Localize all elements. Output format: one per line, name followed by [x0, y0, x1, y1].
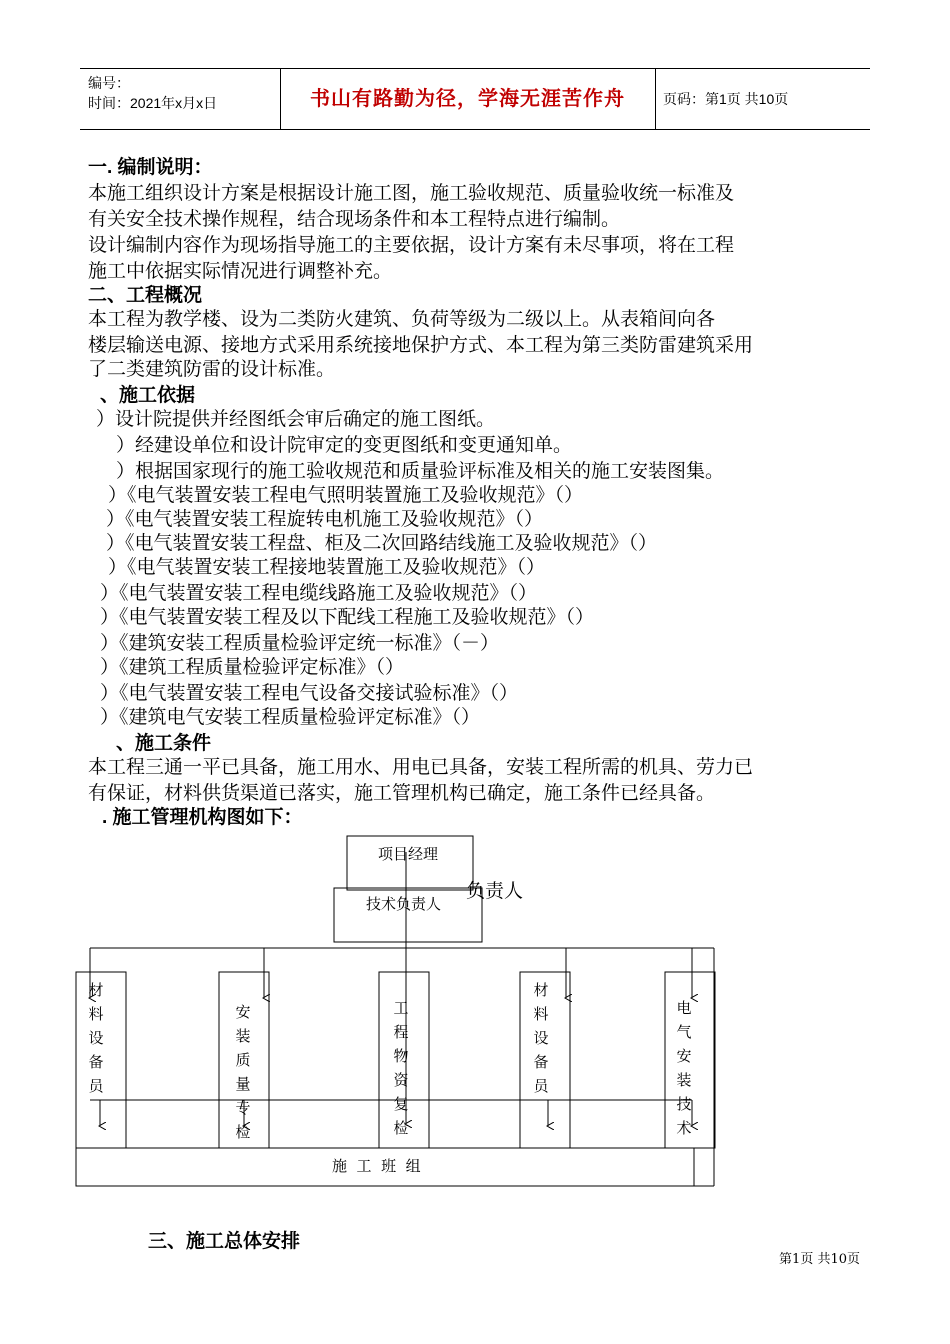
- basis-item: ）《电气装置安装工程接地装置施工及验收规范》（）: [108, 556, 546, 578]
- basis-item: ）《电气装置安装工程电缆线路施工及验收规范》（）: [100, 582, 538, 604]
- paragraph-line: 楼层输送电源、接地方式采用系统接地保护方式、本工程为第三类防雷建筑采用: [88, 334, 754, 356]
- section-title: 二、工程概况: [88, 285, 203, 306]
- header-divider: [655, 69, 656, 129]
- paragraph-line: 本工程为教学楼、设为二类防火建筑、负荷等级为二级以上。从表箱间向各: [88, 308, 716, 330]
- doc-number: 编号：: [88, 75, 130, 91]
- basis-item: ）经建设单位和设计院审定的变更图纸和变更通知单。: [116, 434, 573, 456]
- org-bottom-label: 施 工 班 组: [332, 1157, 421, 1175]
- basis-item: ）《建筑安装工程质量检验评定统一标准》（－）: [100, 632, 500, 654]
- section-title: 三、施工总体安排: [148, 1231, 301, 1252]
- basis-item: ）《建筑工程质量检验评定标准》（）: [100, 656, 405, 678]
- section-title: 一. 编制说明：: [88, 157, 213, 178]
- org-second-label: 技术负责人: [366, 895, 442, 913]
- basis-item: ）《电气装置安装工程盘、柜及二次回路结线施工及验收规范》（）: [106, 532, 658, 554]
- basis-item: ）《电气装置安装工程及以下配线工程施工及验收规范》（）: [100, 606, 595, 628]
- paragraph-line: 有关安全技术操作规程，结合现场条件和本工程特点进行编制。: [88, 208, 621, 230]
- doc-date: 时间：2021年x月x日: [88, 95, 218, 111]
- paragraph-line: 有保证，材料供货渠道已落实，施工管理机构已确定，施工条件已经具备。: [88, 782, 716, 804]
- org-top-label: 项目经理: [378, 845, 439, 863]
- paragraph-line: 了二类建筑防雷的设计标准。: [88, 358, 336, 380]
- org-column-label: 电气安装技术: [676, 999, 692, 1137]
- paragraph-line: 本工程三通一平已具备，施工用水、用电已具备，安装工程所需的机具、劳力已: [88, 756, 754, 778]
- org-column-label: 安装质量专检: [235, 1003, 251, 1141]
- basis-item: ）根据国家现行的施工验收规范和质量验评标准及相关的施工安装图集。: [116, 460, 725, 482]
- basis-item: ）《电气装置安装工程旋转电机施工及验收规范》（）: [106, 508, 544, 530]
- header-page-number: 页码：第1页 共10页: [663, 91, 789, 107]
- basis-item: ）《电气装置安装工程电气照明装置施工及验收规范》（）: [108, 484, 584, 506]
- basis-item: ）《电气装置安装工程电气设备交接试验标准》（）: [100, 682, 519, 704]
- basis-item: ）《建筑电气安装工程质量检验评定标准》（）: [100, 706, 481, 728]
- basis-item: ）设计院提供并经图纸会审后确定的施工图纸。: [96, 408, 496, 430]
- org-column-label: 材料设备员: [88, 981, 104, 1095]
- paragraph-line: 施工中依据实际情况进行调整补充。: [88, 260, 393, 282]
- org-ghost-label: 负责人: [466, 880, 524, 902]
- section-title: 、施工条件: [116, 733, 212, 754]
- header-motto: 书山有路勤为径，学海无涯苦作舟: [310, 88, 625, 110]
- footer-page-number: 第1页 共10页: [779, 1252, 860, 1267]
- org-column-label: 工程物资复检: [393, 999, 409, 1137]
- org-column-label: 材料设备员: [533, 981, 549, 1095]
- section-title: 、施工依据: [100, 385, 196, 406]
- paragraph-line: 本施工组织设计方案是根据设计施工图，施工验收规范、质量验收统一标准及: [88, 182, 735, 204]
- page-header: [80, 68, 870, 130]
- paragraph-line: 设计编制内容作为现场指导施工的主要依据，设计方案有未尽事项，将在工程: [88, 234, 735, 256]
- header-meta: [88, 73, 217, 113]
- section-title: . 施工管理机构图如下：: [102, 807, 303, 828]
